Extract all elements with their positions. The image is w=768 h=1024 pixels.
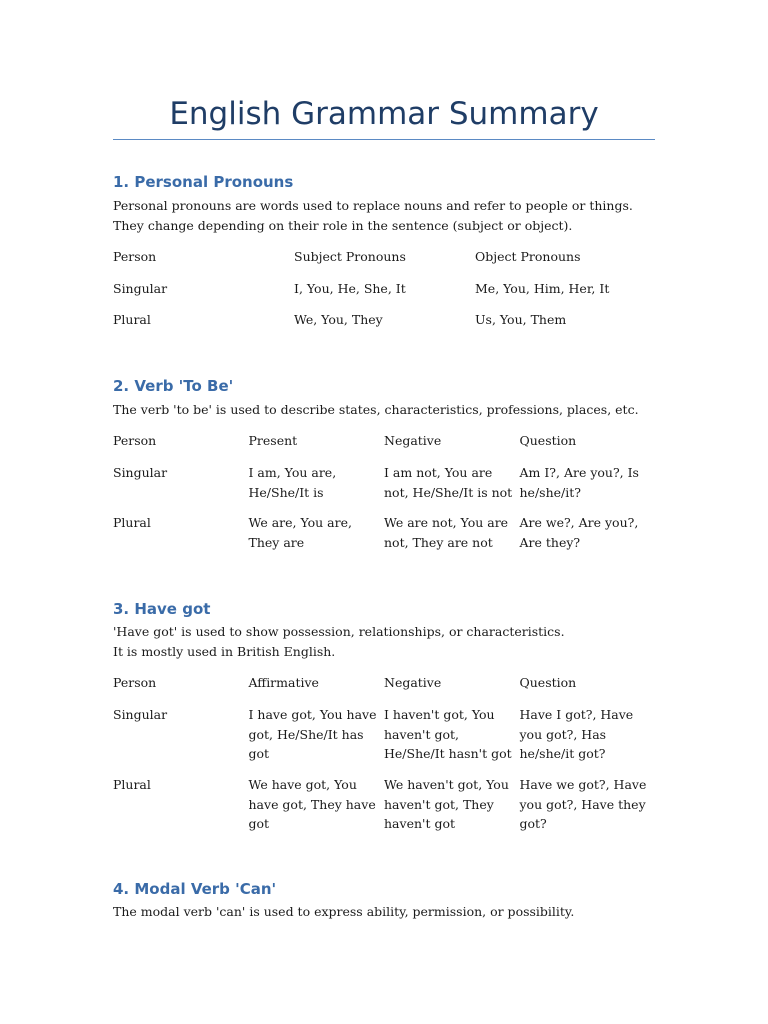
table-header-cell: Negative [384,675,442,690]
table-header-row [113,673,655,705]
table-cell: Singular [113,707,168,722]
table-cell: Me, You, Him, Her, It [475,281,610,296]
table-header-cell: Present [248,433,298,448]
section-paragraph-personal-pronouns [113,196,673,235]
table-cell: I haven't got, You haven't got, He/She/It hasn't got [384,707,512,761]
table-header-cell: Person [113,433,157,448]
section-paragraph-have-got [113,622,673,661]
verb-to-be-table [113,431,655,553]
table-header-row [113,431,655,463]
table-row [113,705,655,775]
table-cell: Have we got?, Have you got?, Have they got? [519,777,647,831]
table-cell: Singular [113,281,168,296]
table-cell: We, You, They [294,312,383,327]
table-header-cell: Affirmative [248,675,319,690]
table-cell: Are we?, Are you?, Are they? [519,515,639,550]
table-row [113,310,656,330]
table-cell: We are, You are, They are [248,515,352,550]
table-header-cell: Negative [384,433,442,448]
paragraph-line: They change depending on their role in the sentence (subject or object). [113,217,573,233]
table-row [113,775,655,835]
table-cell: Us, You, Them [475,312,567,327]
document-title: English Grammar Summary [169,96,599,132]
table-header-cell: Object Pronouns [475,249,581,264]
paragraph-line: The verb 'to be' is used to describe states, characteristics, professions, places, etc. [113,402,639,417]
table-cell: We haven't got, You haven't got, They haven't got [384,777,509,831]
paragraph-line: It is mostly used in British English. [113,643,336,659]
section-heading-have-got: 3. Have got [113,600,211,618]
table-header-cell: Person [113,675,157,690]
table-cell: Am I?, Are you?, Is he/she/it? [519,465,639,500]
table-header-cell: Person [113,249,157,264]
table-header-row [113,247,656,279]
paragraph-line: Personal pronouns are words used to replace nouns and refer to people or things. [113,198,633,213]
paragraph-line: The modal verb 'can' is used to express ability, permission, or possibility. [113,904,575,919]
table-cell: Plural [113,515,151,530]
table-cell: Have I got?, Have you got?, Has he/she/it got? [519,707,634,761]
section-heading-verb-to-be: 2. Verb 'To Be' [113,377,234,395]
section-heading-personal-pronouns: 1. Personal Pronouns [113,173,294,191]
table-cell: Plural [113,777,151,792]
have-got-table [113,673,655,835]
table-cell: I am, You are, He/She/It is [248,465,337,500]
pronouns-table [113,247,656,330]
table-header-cell: Question [519,433,577,448]
table-cell: Plural [113,312,151,327]
paragraph-line: 'Have got' is used to show possession, relationships, or characteristics. [113,624,565,639]
section-heading-modal-can: 4. Modal Verb 'Can' [113,880,277,898]
table-cell: We are not, You are not, They are not [384,515,509,550]
table-row [113,279,656,310]
table-cell: I have got, You have got, He/She/It has got [248,707,377,761]
title-underline [113,139,655,140]
table-cell: Singular [113,465,168,480]
section-paragraph-verb-to-be [113,400,673,420]
table-header-cell: Subject Pronouns [294,249,406,264]
table-row [113,463,655,513]
table-row [113,513,655,553]
table-cell: We have got, You have got, They have got [248,777,376,831]
table-cell: I, You, He, She, It [294,281,406,296]
table-header-cell: Question [519,675,577,690]
table-cell: I am not, You are not, He/She/It is not [384,465,513,500]
section-paragraph-modal-can [113,902,673,922]
